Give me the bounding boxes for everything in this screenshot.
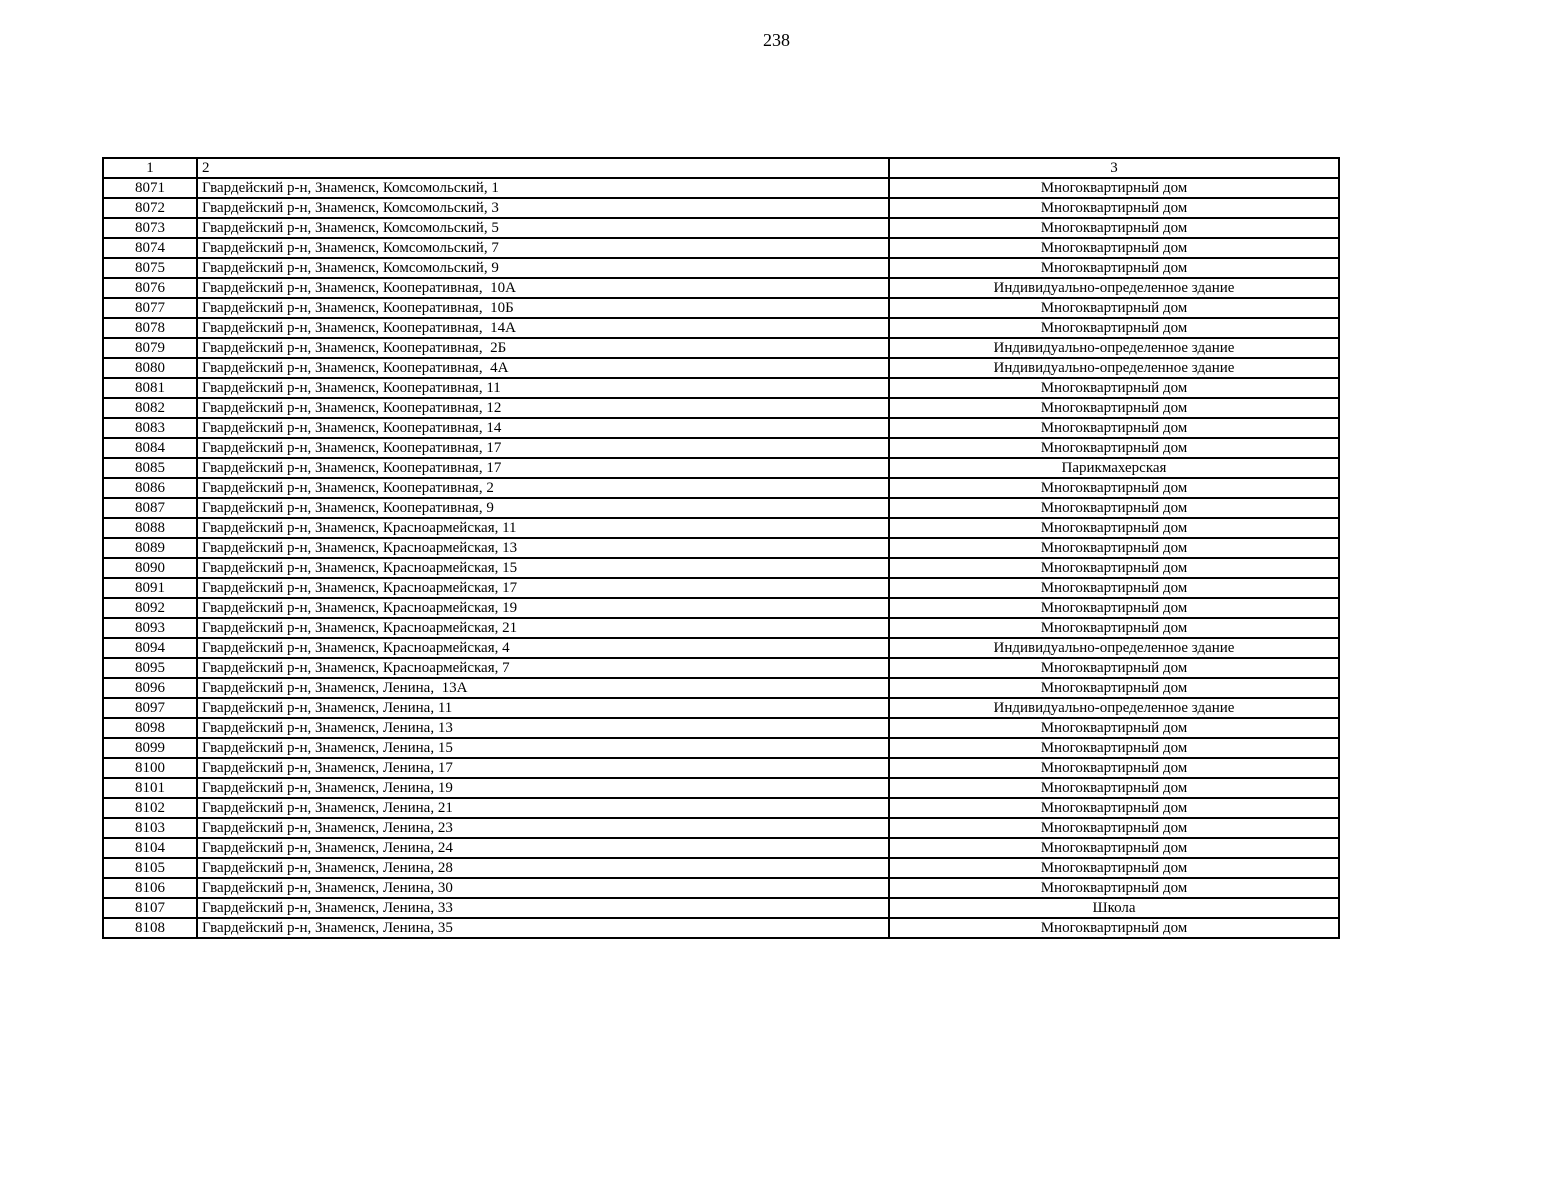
row-number-cell: 8075 bbox=[103, 258, 197, 278]
object-type-cell: Многоквартирный дом bbox=[889, 538, 1339, 558]
object-type-cell: Многоквартирный дом bbox=[889, 318, 1339, 338]
address-cell: Гвардейский р-н, Знаменск, Ленина, 21 bbox=[197, 798, 889, 818]
row-number-cell: 8087 bbox=[103, 498, 197, 518]
address-cell: Гвардейский р-н, Знаменск, Комсомольский, 1 bbox=[197, 178, 889, 198]
table-row bbox=[103, 878, 1339, 898]
table-body bbox=[103, 178, 1339, 938]
object-type-cell: Многоквартирный дом bbox=[889, 298, 1339, 318]
address-cell: Гвардейский р-н, Знаменск, Ленина, 17 bbox=[197, 758, 889, 778]
row-number-cell: 8078 bbox=[103, 318, 197, 338]
row-number-cell: 8096 bbox=[103, 678, 197, 698]
address-cell: Гвардейский р-н, Знаменск, Кооперативная, 10Б bbox=[197, 298, 889, 318]
table-row bbox=[103, 858, 1339, 878]
table-row bbox=[103, 738, 1339, 758]
object-type-cell: Многоквартирный дом bbox=[889, 858, 1339, 878]
row-number-cell: 8100 bbox=[103, 758, 197, 778]
object-type-cell: Многоквартирный дом bbox=[889, 838, 1339, 858]
table-row bbox=[103, 538, 1339, 558]
table-row bbox=[103, 498, 1339, 518]
address-cell: Гвардейский р-н, Знаменск, Кооперативная, 12 bbox=[197, 398, 889, 418]
row-number-cell: 8103 bbox=[103, 818, 197, 838]
address-cell: Гвардейский р-н, Знаменск, Кооперативная, 11 bbox=[197, 378, 889, 398]
object-type-cell: Многоквартирный дом bbox=[889, 658, 1339, 678]
address-cell: Гвардейский р-н, Знаменск, Кооперативная, 17 bbox=[197, 458, 889, 478]
address-cell: Гвардейский р-н, Знаменск, Красноармейская, 17 bbox=[197, 578, 889, 598]
table-row bbox=[103, 198, 1339, 218]
table-row bbox=[103, 178, 1339, 198]
address-cell: Гвардейский р-н, Знаменск, Комсомольский, 5 bbox=[197, 218, 889, 238]
address-cell: Гвардейский р-н, Знаменск, Ленина, 13А bbox=[197, 678, 889, 698]
row-number-cell: 8076 bbox=[103, 278, 197, 298]
address-cell: Гвардейский р-н, Знаменск, Ленина, 11 bbox=[197, 698, 889, 718]
address-cell: Гвардейский р-н, Знаменск, Красноармейская, 21 bbox=[197, 618, 889, 638]
row-number-cell: 8088 bbox=[103, 518, 197, 538]
table-row bbox=[103, 658, 1339, 678]
row-number-cell: 8080 bbox=[103, 358, 197, 378]
table-row bbox=[103, 638, 1339, 658]
address-cell: Гвардейский р-н, Знаменск, Комсомольский, 7 bbox=[197, 238, 889, 258]
address-cell: Гвардейский р-н, Знаменск, Красноармейская, 19 bbox=[197, 598, 889, 618]
address-cell: Гвардейский р-н, Знаменск, Кооперативная, 9 bbox=[197, 498, 889, 518]
object-type-cell: Многоквартирный дом bbox=[889, 758, 1339, 778]
object-type-cell: Многоквартирный дом bbox=[889, 678, 1339, 698]
object-type-cell: Многоквартирный дом bbox=[889, 378, 1339, 398]
row-number-cell: 8077 bbox=[103, 298, 197, 318]
table-row bbox=[103, 218, 1339, 238]
row-number-cell: 8085 bbox=[103, 458, 197, 478]
address-cell: Гвардейский р-н, Знаменск, Кооперативная, 14А bbox=[197, 318, 889, 338]
object-type-cell: Школа bbox=[889, 898, 1339, 918]
row-number-cell: 8090 bbox=[103, 558, 197, 578]
table-row bbox=[103, 898, 1339, 918]
table-row bbox=[103, 838, 1339, 858]
address-cell: Гвардейский р-н, Знаменск, Кооперативная, 2 bbox=[197, 478, 889, 498]
object-type-cell: Индивидуально-определенное здание bbox=[889, 698, 1339, 718]
row-number-cell: 8093 bbox=[103, 618, 197, 638]
table-row bbox=[103, 578, 1339, 598]
table-row bbox=[103, 758, 1339, 778]
object-type-cell: Многоквартирный дом bbox=[889, 578, 1339, 598]
object-type-cell: Индивидуально-определенное здание bbox=[889, 638, 1339, 658]
object-type-cell: Многоквартирный дом bbox=[889, 258, 1339, 278]
object-type-cell: Многоквартирный дом bbox=[889, 178, 1339, 198]
row-number-cell: 8098 bbox=[103, 718, 197, 738]
row-number-cell: 8083 bbox=[103, 418, 197, 438]
table-row bbox=[103, 558, 1339, 578]
table-row bbox=[103, 718, 1339, 738]
table-row bbox=[103, 678, 1339, 698]
table-row bbox=[103, 458, 1339, 478]
object-type-cell: Многоквартирный дом bbox=[889, 438, 1339, 458]
table-row bbox=[103, 418, 1339, 438]
row-number-cell: 8082 bbox=[103, 398, 197, 418]
address-cell: Гвардейский р-н, Знаменск, Кооперативная, 14 bbox=[197, 418, 889, 438]
row-number-cell: 8101 bbox=[103, 778, 197, 798]
table-row bbox=[103, 598, 1339, 618]
address-cell: Гвардейский р-н, Знаменск, Ленина, 15 bbox=[197, 738, 889, 758]
object-type-cell: Многоквартирный дом bbox=[889, 778, 1339, 798]
object-type-cell: Многоквартирный дом bbox=[889, 918, 1339, 938]
table-row bbox=[103, 318, 1339, 338]
address-cell: Гвардейский р-н, Знаменск, Ленина, 23 bbox=[197, 818, 889, 838]
address-cell: Гвардейский р-н, Знаменск, Кооперативная, 10А bbox=[197, 278, 889, 298]
table-row bbox=[103, 518, 1339, 538]
object-type-cell: Многоквартирный дом bbox=[889, 558, 1339, 578]
table-row bbox=[103, 918, 1339, 938]
table-row bbox=[103, 618, 1339, 638]
row-number-cell: 8095 bbox=[103, 658, 197, 678]
object-type-cell: Многоквартирный дом bbox=[889, 738, 1339, 758]
object-type-cell: Многоквартирный дом bbox=[889, 498, 1339, 518]
address-cell: Гвардейский р-н, Знаменск, Ленина, 30 bbox=[197, 878, 889, 898]
object-type-cell: Многоквартирный дом bbox=[889, 718, 1339, 738]
table-row bbox=[103, 798, 1339, 818]
object-type-cell: Индивидуально-определенное здание bbox=[889, 278, 1339, 298]
row-number-cell: 8089 bbox=[103, 538, 197, 558]
object-type-cell: Многоквартирный дом bbox=[889, 798, 1339, 818]
column-header-1: 1 bbox=[103, 158, 197, 178]
row-number-cell: 8084 bbox=[103, 438, 197, 458]
address-cell: Гвардейский р-н, Знаменск, Ленина, 19 bbox=[197, 778, 889, 798]
object-type-cell: Индивидуально-определенное здание bbox=[889, 338, 1339, 358]
row-number-cell: 8106 bbox=[103, 878, 197, 898]
object-type-cell: Парикмахерская bbox=[889, 458, 1339, 478]
row-number-cell: 8081 bbox=[103, 378, 197, 398]
object-type-cell: Многоквартирный дом bbox=[889, 398, 1339, 418]
row-number-cell: 8099 bbox=[103, 738, 197, 758]
row-number-cell: 8073 bbox=[103, 218, 197, 238]
object-type-cell: Многоквартирный дом bbox=[889, 618, 1339, 638]
address-cell: Гвардейский р-н, Знаменск, Комсомольский, 3 bbox=[197, 198, 889, 218]
table-row bbox=[103, 478, 1339, 498]
address-cell: Гвардейский р-н, Знаменск, Ленина, 24 bbox=[197, 838, 889, 858]
address-cell: Гвардейский р-н, Знаменск, Красноармейская, 7 bbox=[197, 658, 889, 678]
row-number-cell: 8108 bbox=[103, 918, 197, 938]
object-type-cell: Многоквартирный дом bbox=[889, 418, 1339, 438]
address-cell: Гвардейский р-н, Знаменск, Ленина, 33 bbox=[197, 898, 889, 918]
row-number-cell: 8072 bbox=[103, 198, 197, 218]
address-cell: Гвардейский р-н, Знаменск, Красноармейская, 11 bbox=[197, 518, 889, 538]
row-number-cell: 8105 bbox=[103, 858, 197, 878]
table-row bbox=[103, 258, 1339, 278]
column-header-3: 3 bbox=[889, 158, 1339, 178]
row-number-cell: 8097 bbox=[103, 698, 197, 718]
row-number-cell: 8086 bbox=[103, 478, 197, 498]
address-cell: Гвардейский р-н, Знаменск, Ленина, 28 bbox=[197, 858, 889, 878]
row-number-cell: 8071 bbox=[103, 178, 197, 198]
address-cell: Гвардейский р-н, Знаменск, Ленина, 13 bbox=[197, 718, 889, 738]
address-cell: Гвардейский р-н, Знаменск, Красноармейская, 4 bbox=[197, 638, 889, 658]
object-type-cell: Многоквартирный дом bbox=[889, 598, 1339, 618]
row-number-cell: 8074 bbox=[103, 238, 197, 258]
object-type-cell: Многоквартирный дом bbox=[889, 818, 1339, 838]
table-row bbox=[103, 238, 1339, 258]
row-number-cell: 8091 bbox=[103, 578, 197, 598]
page-number: 238 bbox=[763, 30, 790, 50]
table-row bbox=[103, 398, 1339, 418]
address-cell: Гвардейский р-н, Знаменск, Кооперативная, 4А bbox=[197, 358, 889, 378]
object-type-cell: Многоквартирный дом bbox=[889, 238, 1339, 258]
row-number-cell: 8094 bbox=[103, 638, 197, 658]
object-type-cell: Индивидуально-определенное здание bbox=[889, 358, 1339, 378]
row-number-cell: 8092 bbox=[103, 598, 197, 618]
table-row bbox=[103, 278, 1339, 298]
row-number-cell: 8104 bbox=[103, 838, 197, 858]
table-row bbox=[103, 818, 1339, 838]
address-cell: Гвардейский р-н, Знаменск, Красноармейская, 15 bbox=[197, 558, 889, 578]
object-type-cell: Многоквартирный дом bbox=[889, 518, 1339, 538]
row-number-cell: 8079 bbox=[103, 338, 197, 358]
row-number-cell: 8107 bbox=[103, 898, 197, 918]
row-number-cell: 8102 bbox=[103, 798, 197, 818]
table-row bbox=[103, 338, 1339, 358]
address-cell: Гвардейский р-н, Знаменск, Красноармейская, 13 bbox=[197, 538, 889, 558]
address-cell: Гвардейский р-н, Знаменск, Ленина, 35 bbox=[197, 918, 889, 938]
object-type-cell: Многоквартирный дом bbox=[889, 478, 1339, 498]
address-cell: Гвардейский р-н, Знаменск, Кооперативная, 2Б bbox=[197, 338, 889, 358]
table-row bbox=[103, 438, 1339, 458]
table-header-row bbox=[103, 158, 1339, 178]
registry-table bbox=[102, 157, 1340, 939]
table-row bbox=[103, 778, 1339, 798]
object-type-cell: Многоквартирный дом bbox=[889, 878, 1339, 898]
object-type-cell: Многоквартирный дом bbox=[889, 198, 1339, 218]
object-type-cell: Многоквартирный дом bbox=[889, 218, 1339, 238]
table-row bbox=[103, 298, 1339, 318]
table-row bbox=[103, 698, 1339, 718]
address-cell: Гвардейский р-н, Знаменск, Комсомольский, 9 bbox=[197, 258, 889, 278]
address-cell: Гвардейский р-н, Знаменск, Кооперативная, 17 bbox=[197, 438, 889, 458]
table-row bbox=[103, 378, 1339, 398]
column-header-2: 2 bbox=[197, 158, 889, 178]
table-row bbox=[103, 358, 1339, 378]
